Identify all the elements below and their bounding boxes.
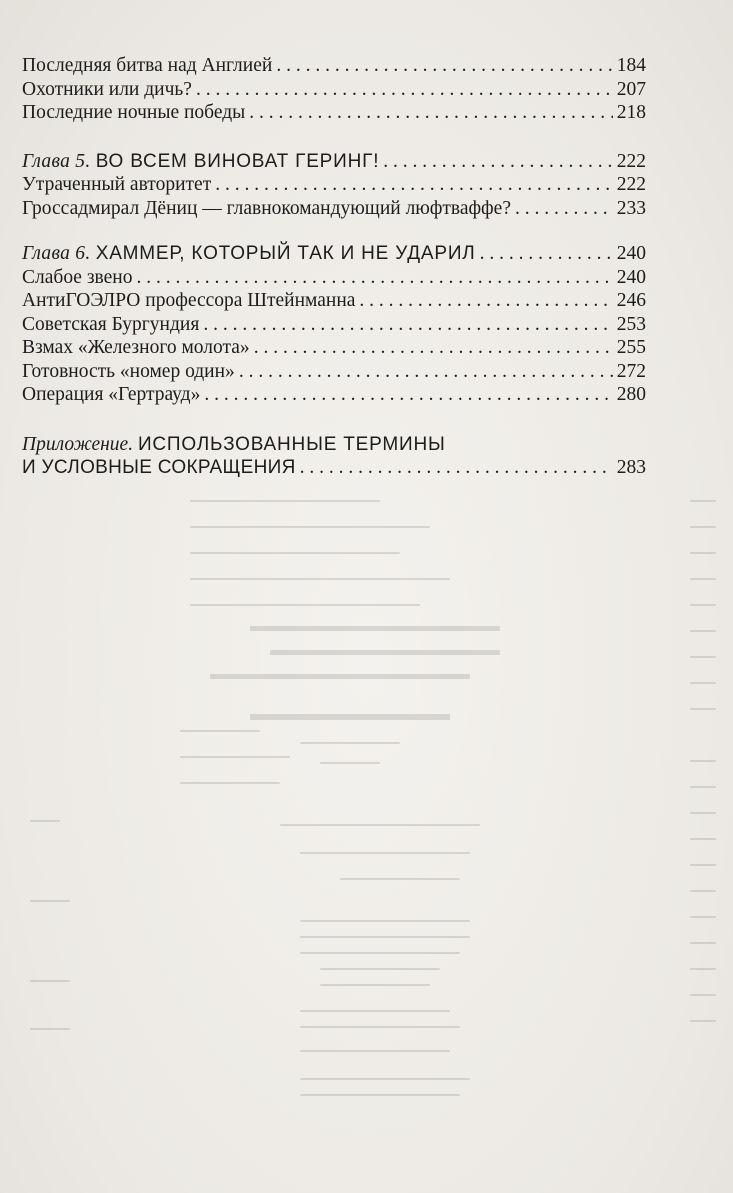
dot-leader (276, 54, 612, 78)
toc-entry-title: Последняя битва над Англией (22, 55, 273, 76)
toc-entry-title: Операция «Гертрауд» (22, 384, 201, 405)
toc-entry-title: Охотники или дичь? (22, 78, 192, 100)
dot-leader (515, 197, 613, 221)
dot-leader (239, 360, 613, 384)
toc-entry (22, 313, 646, 337)
chapter-prefix: Глава 5. (22, 150, 91, 172)
toc-entry-page: 272 (616, 360, 646, 382)
toc-entry (22, 78, 646, 102)
chapter-prefix: Глава 6. (22, 243, 91, 264)
bleed-through-imprint (0, 480, 733, 1130)
toc-entry (22, 383, 646, 407)
toc-entry (22, 289, 646, 313)
toc-entry-title: Утраченный авторитет (22, 174, 212, 195)
toc-entry (22, 336, 646, 360)
dot-leader (204, 383, 612, 407)
toc-entry-title: Гроссадмирал Дёниц — главнокомандующий люфтваффе? (22, 197, 511, 219)
toc-entry-page: 255 (616, 337, 646, 358)
toc-entry-page: 240 (616, 266, 646, 288)
dot-leader (249, 101, 612, 125)
toc-entry-page: 184 (616, 55, 646, 76)
toc-entry-page: 253 (616, 313, 646, 335)
toc-entry (22, 266, 646, 290)
appendix-prefix: Приложение. (22, 433, 134, 455)
chapter-heading (22, 150, 646, 174)
toc-entry (22, 173, 646, 197)
appendix-heading-line2 (22, 456, 646, 480)
toc-entry (22, 101, 646, 125)
chapter-heading (22, 242, 646, 266)
toc-entry-page: 207 (616, 78, 646, 100)
toc-entry-page: 233 (616, 197, 646, 219)
toc-entry (22, 360, 646, 384)
chapter-page: 240 (616, 243, 646, 264)
toc-entry-title: Последние ночные победы (22, 102, 246, 123)
appendix-title-line2: И УСЛОВНЫЕ СОКРАЩЕНИЯ (22, 457, 296, 478)
chapter-title: ВО ВСЕМ ВИНОВАТ ГЕРИНГ! (95, 150, 380, 172)
dot-leader (136, 266, 612, 290)
toc-entry-page: 246 (616, 290, 646, 311)
dot-leader (203, 313, 612, 337)
appendix-page: 283 (616, 457, 646, 478)
toc-entry-page: 218 (616, 102, 646, 123)
table-of-contents (22, 54, 646, 480)
dot-leader (254, 336, 613, 360)
toc-entry-title: Готовность «номер один» (22, 360, 235, 382)
appendix-title-line1: ИСПОЛЬЗОВАННЫЕ ТЕРМИНЫ (137, 433, 446, 455)
dot-leader (196, 78, 613, 102)
toc-entry-title: Советская Бургундия (22, 313, 200, 335)
toc-entry-title: АнтиГОЭЛРО профессора Штейнманна (22, 290, 356, 311)
dot-leader (215, 173, 613, 197)
toc-entry-title: Слабое звено (22, 266, 133, 288)
toc-entry-title: Взмах «Железного молота» (22, 337, 250, 358)
chapter-page: 222 (616, 150, 646, 172)
chapter-title: ХАММЕР, КОТОРЫЙ ТАК И НЕ УДАРИЛ (95, 243, 476, 264)
dot-leader (300, 456, 613, 480)
toc-entry (22, 54, 646, 78)
dot-leader (359, 289, 612, 313)
appendix-heading (22, 433, 646, 457)
toc-entry-page: 280 (616, 384, 646, 405)
toc-entry (22, 197, 646, 221)
dot-leader (480, 242, 613, 266)
toc-entry-page: 222 (616, 174, 646, 195)
dot-leader (383, 150, 612, 174)
